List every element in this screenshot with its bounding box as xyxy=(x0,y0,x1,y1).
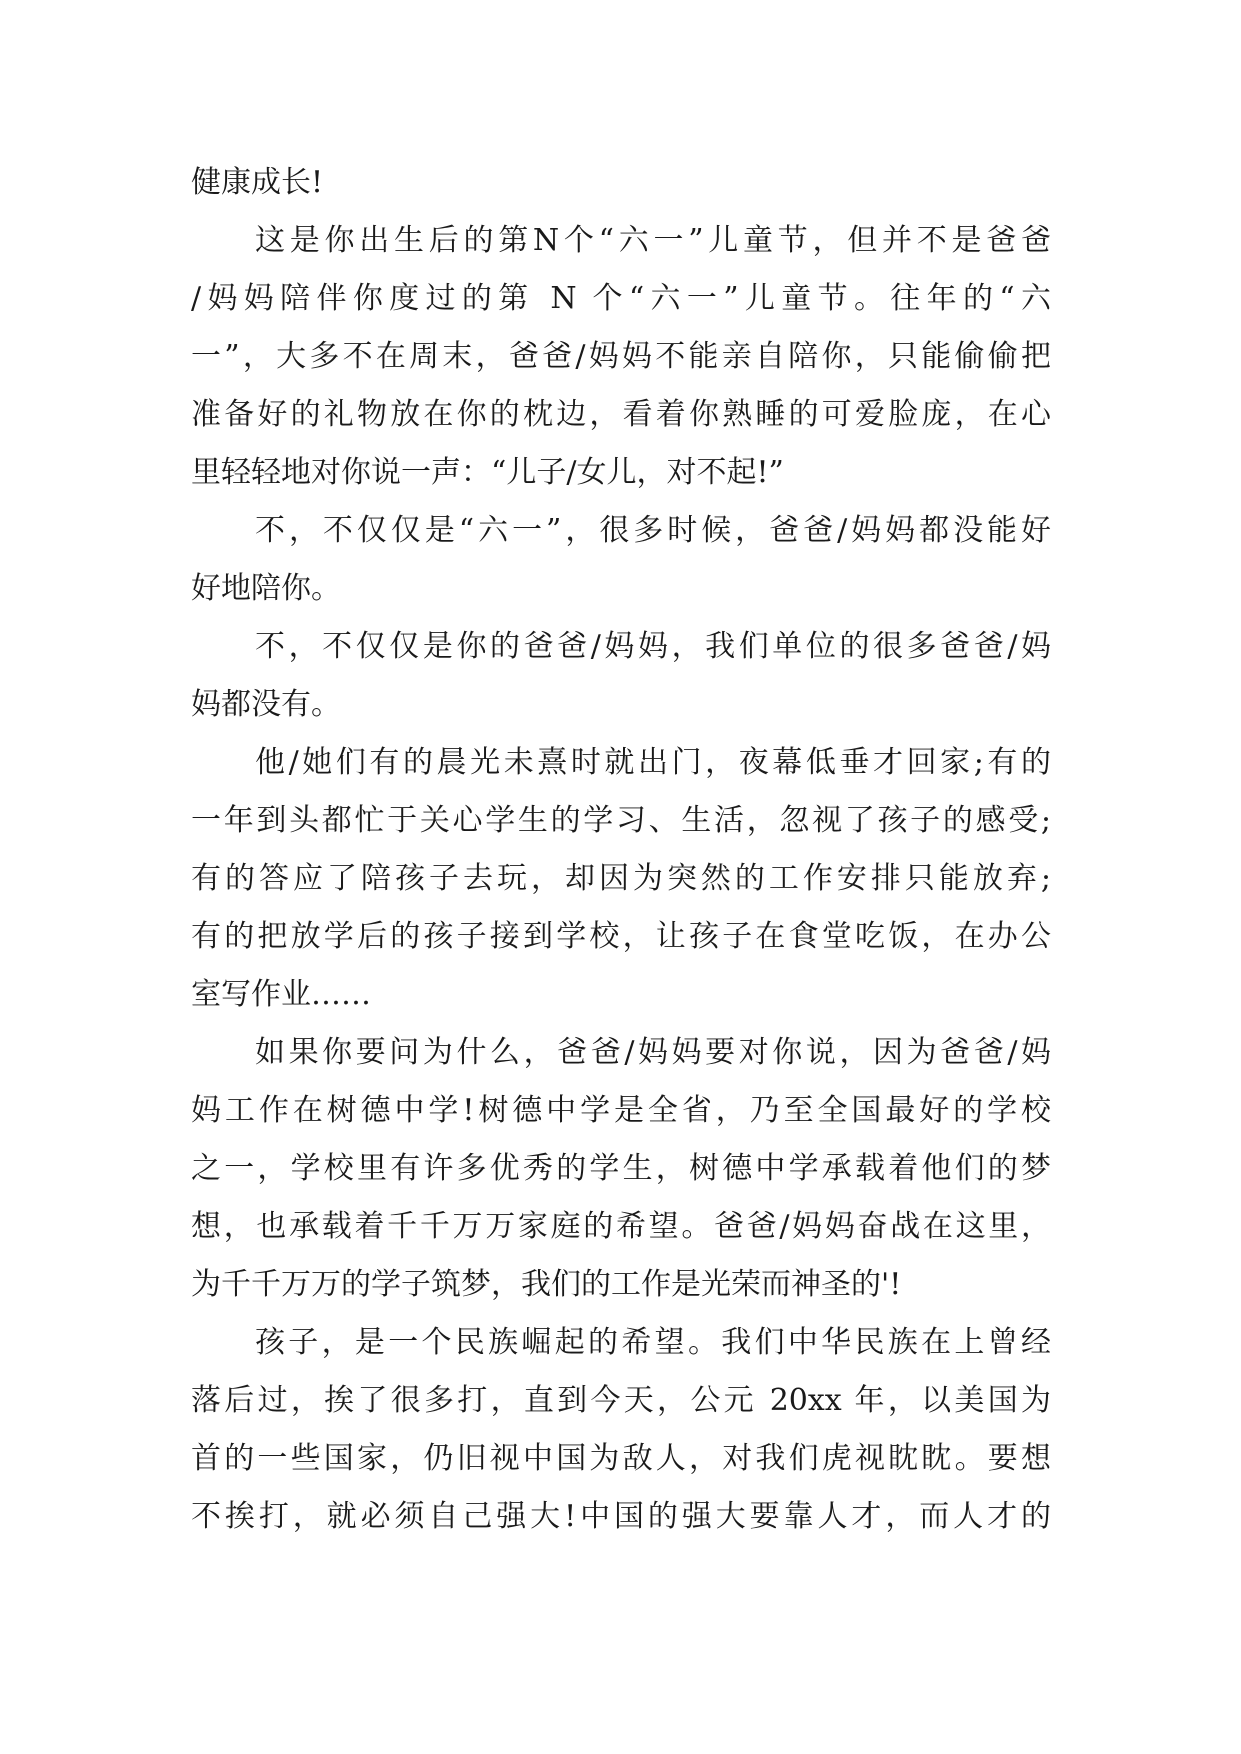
text-line: 不，不仅仅是你的爸爸/妈妈，我们单位的很多爸爸/妈 xyxy=(255,629,1051,664)
text-line: 孩子，是一个民族崛起的希望。我们中华民族在上曾经 xyxy=(255,1325,1051,1360)
paragraph-5 xyxy=(191,734,1051,1024)
text-line: 首的一些国家，仍旧视中国为敌人，对我们虎视眈眈。要想 xyxy=(191,1441,1051,1476)
text-line: 如果你要问为什么，爸爸/妈妈要对你说，因为爸爸/妈 xyxy=(255,1035,1051,1070)
text-line: 这是你出生后的第N个“六一”儿童节，但并不是爸爸 xyxy=(255,223,1051,258)
paragraph-7 xyxy=(191,1314,1051,1546)
text-line: 妈都没有。 xyxy=(191,687,341,722)
text-line: 之一，学校里有许多优秀的学生，树德中学承载着他们的梦 xyxy=(191,1151,1051,1186)
text-line: 不挨打，就必须自己强大!中国的强大要靠人才，而人才的 xyxy=(191,1499,1051,1534)
text-line: 健康成长! xyxy=(191,165,324,200)
text-line: 一年到头都忙于关心学生的学习、生活，忽视了孩子的感受; xyxy=(191,803,1051,838)
text-line: 落后过，挨了很多打，直到今天，公元 20xx 年，以美国为 xyxy=(191,1383,1051,1418)
text-line: 一”，大多不在周末，爸爸/妈妈不能亲自陪你，只能偷偷把 xyxy=(191,339,1051,374)
text-line: 有的把放学后的孩子接到学校，让孩子在食堂吃饭，在办公 xyxy=(191,919,1051,954)
text-line: 好地陪你。 xyxy=(191,571,341,606)
paragraph-3 xyxy=(191,502,1051,618)
paragraph-2 xyxy=(191,212,1051,502)
paragraph-6 xyxy=(191,1024,1051,1314)
paragraph-1 xyxy=(191,154,1051,212)
text-line: 为千千万万的学子筑梦，我们的工作是光荣而神圣的'! xyxy=(191,1267,902,1302)
text-line: 想，也承载着千千万万家庭的希望。爸爸/妈妈奋战在这里， xyxy=(191,1209,1051,1244)
text-line: /妈妈陪伴你度过的第 N 个“六一”儿童节。往年的“六 xyxy=(191,281,1051,316)
document-body xyxy=(191,154,1051,1546)
text-line: 不，不仅仅是“六一”，很多时候，爸爸/妈妈都没能好 xyxy=(255,513,1051,548)
text-line: 有的答应了陪孩子去玩，却因为突然的工作安排只能放弃; xyxy=(191,861,1051,896)
text-line: 室写作业…… xyxy=(191,977,371,1012)
text-line: 里轻轻地对你说一声：“儿子/女儿，对不起!” xyxy=(191,455,784,490)
text-line: 准备好的礼物放在你的枕边，看着你熟睡的可爱脸庞，在心 xyxy=(191,397,1051,432)
text-line: 妈工作在树德中学!树德中学是全省，乃至全国最好的学校 xyxy=(191,1093,1051,1128)
text-line: 他/她们有的晨光未熹时就出门，夜幕低垂才回家;有的 xyxy=(255,745,1051,780)
paragraph-4 xyxy=(191,618,1051,734)
